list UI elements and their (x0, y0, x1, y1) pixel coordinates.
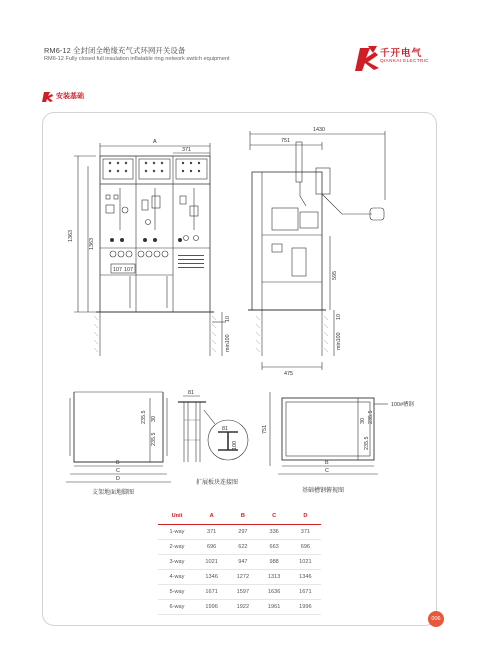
label-107b: 107 (124, 267, 133, 273)
cell: 371 (290, 525, 321, 540)
page-subtitle: RM6-12 Fully closed full insulation inflatable ring network switch equipment (44, 56, 230, 62)
cell: 1346 (290, 570, 321, 585)
table-header-row (158, 507, 321, 525)
bracket-plan-drawing (66, 392, 171, 496)
connection-drawing (178, 390, 248, 486)
cell: 1021 (196, 555, 227, 570)
dim-1363b: 1363 (89, 238, 95, 250)
dim-min100-side: min100 (336, 332, 342, 350)
cell: 1021 (290, 555, 321, 570)
cell: 947 (227, 555, 258, 570)
col-b: B (227, 507, 258, 525)
dim-b-channel: B (325, 460, 329, 466)
dim-235a-channel: 235.5 (368, 410, 374, 424)
dim-235b-bracket: 235.5 (151, 432, 157, 446)
dim-10-front: 10 (225, 316, 231, 322)
spec-table (158, 507, 321, 615)
dim-100: 100 (232, 441, 238, 450)
cell: 3-way (158, 555, 196, 570)
col-c: C (259, 507, 290, 525)
cell: 2-way (158, 540, 196, 555)
dim-1430: 1430 (313, 127, 325, 133)
dim-30-channel: 30 (360, 418, 366, 424)
col-a: A (196, 507, 227, 525)
cell: 1671 (196, 585, 227, 600)
cell: 1313 (259, 570, 290, 585)
dim-235a-bracket: 235.5 (141, 410, 147, 424)
page-number-badge: 006 (428, 611, 444, 627)
dim-751-side: 751 (281, 138, 290, 144)
dim-1363: 1363 (68, 230, 74, 242)
channel-plan-drawing (262, 392, 414, 494)
cell: 1346 (196, 570, 227, 585)
dim-c-bracket: C (116, 468, 120, 474)
dim-235b-channel: 235.5 (364, 436, 370, 450)
cell: 4-way (158, 570, 196, 585)
dim-371: 371 (182, 147, 191, 153)
dim-d-bracket: D (116, 476, 120, 482)
cell: 1996 (196, 600, 227, 615)
channel-note: 100#槽钢 (391, 402, 414, 408)
caption-bracket: 支架地面地脚图 (92, 490, 135, 496)
cell: 696 (196, 540, 227, 555)
cell: 622 (227, 540, 258, 555)
cell: 1922 (227, 600, 258, 615)
dim-475: 475 (284, 371, 293, 377)
cell: 336 (259, 525, 290, 540)
dim-c-channel: C (325, 468, 329, 474)
dim-30-bracket: 30 (151, 416, 157, 422)
cell: 696 (290, 540, 321, 555)
brand-name-cn: 千开电气 (380, 48, 423, 59)
cell: 988 (259, 555, 290, 570)
dim-min100-front: min100 (225, 334, 231, 352)
cell: 1597 (227, 585, 258, 600)
dim-b-bracket: B (116, 460, 120, 466)
col-d: D (290, 507, 321, 525)
dim-81: 81 (222, 426, 228, 432)
dim-a: A (153, 139, 157, 145)
table-row (158, 570, 321, 585)
cell: 297 (227, 525, 258, 540)
label-107a: 107 (113, 267, 122, 273)
cell: 1671 (290, 585, 321, 600)
cell: 1-way (158, 525, 196, 540)
table-row (158, 525, 321, 540)
cell: 1272 (227, 570, 258, 585)
table-row (158, 555, 321, 570)
side-view-drawing (248, 127, 385, 377)
table-row (158, 600, 321, 615)
cell: 6-way (158, 600, 196, 615)
cell: 1636 (259, 585, 290, 600)
caption-channel: 基础槽钢俯视图 (302, 488, 345, 494)
table-row (158, 540, 321, 555)
caption-connection: 扩展板块连接图 (196, 480, 239, 486)
dim-751-channel: 751 (262, 425, 268, 434)
table-row (158, 585, 321, 600)
dim-595: 595 (332, 271, 338, 280)
section-title: 安装基础 (56, 93, 84, 100)
dim-10-side: 10 (336, 314, 342, 320)
dim-81-top: 81 (188, 390, 194, 396)
cell: 663 (259, 540, 290, 555)
col-unit: Unit (158, 507, 196, 525)
page-title: RM6-12 全封闭全绝缘充气式环网开关设备 (44, 46, 186, 55)
front-view-drawing (68, 139, 231, 356)
cell: 1961 (259, 600, 290, 615)
cell: 5-way (158, 585, 196, 600)
brand-name-en: QIANKAI ELECTRIC (380, 58, 430, 63)
cell: 1996 (290, 600, 321, 615)
cell: 371 (196, 525, 227, 540)
